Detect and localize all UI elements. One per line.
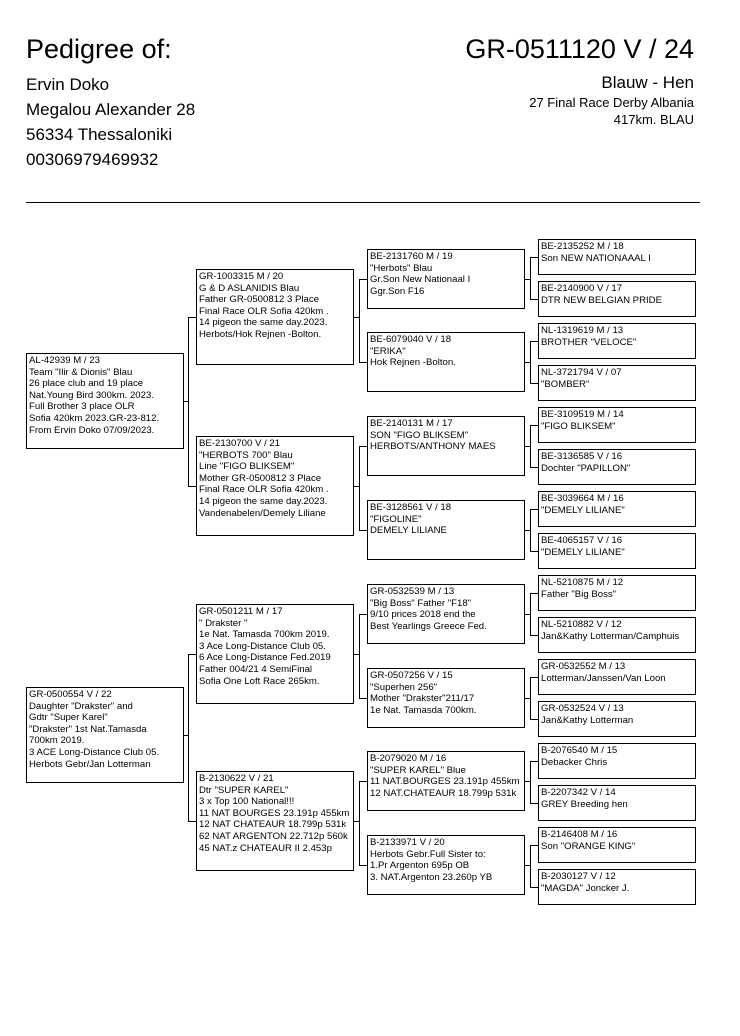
gen2-pigeon-card [196, 771, 354, 871]
gen1-pigeon-card [26, 687, 184, 783]
gen2-pigeon-card [196, 269, 354, 365]
gen4-pigeon-card [538, 533, 696, 569]
info-line: "FIGOLINE" [370, 513, 422, 525]
info-line: 12 NAT CHATEAUR 18.799p 531k [199, 819, 347, 831]
connector-line [188, 654, 196, 655]
ring-line: GR-0507256 V / 15 [370, 670, 453, 681]
connector-line [530, 341, 531, 383]
owner-street: Megalou Alexander 28 [26, 100, 196, 119]
info-line: Daughter "Drakster" and [29, 700, 133, 712]
info-line: 26 place club and 19 place [29, 378, 144, 390]
connector-line [530, 383, 538, 384]
info-line: 11 NAT.BOURGES 23.191p 455km [370, 776, 520, 788]
ring-line: BE-2140900 V / 17 [541, 283, 623, 294]
connector-line [530, 845, 538, 846]
info-line: "DEMELY LILIANE" [541, 546, 625, 558]
ring-line: NL-3721794 V / 07 [541, 367, 622, 378]
info-line: Son "ORANGE KING" [541, 840, 636, 852]
connector-line [530, 719, 538, 720]
connector-line [530, 299, 538, 300]
connector-line [188, 486, 196, 487]
ring-line: B-2207342 V / 14 [541, 787, 616, 798]
info-line: BROTHER "VELOCE" [541, 336, 637, 348]
ring-line: BE-6079040 V / 18 [370, 334, 452, 345]
pigeon-info [529, 72, 694, 128]
connector-line [359, 530, 367, 531]
header-divider [26, 202, 700, 203]
gen3-pigeon-card [367, 668, 525, 728]
ring-line: GR-0500554 V / 22 [29, 689, 112, 700]
info-line: Ggr.Son F16 [370, 285, 425, 297]
info-line: 14 pigeon the same day.2023. [199, 495, 328, 507]
info-line: Lotterman/Janssen/Van Loon [541, 672, 666, 684]
ring-line: B-2130622 V / 21 [199, 773, 274, 784]
remark-2: 417km. BLAU [613, 112, 694, 127]
ring-line: NL-1319619 M / 13 [541, 325, 624, 336]
ring-line: BE-3128561 V / 18 [370, 502, 452, 513]
connector-line [359, 446, 360, 530]
info-line: 12 NAT.CHATEAUR 18.799p 531k [370, 787, 517, 799]
gen4-pigeon-card [538, 743, 696, 779]
info-line: DEMELY LILIANE [370, 525, 447, 537]
info-line: 3 Ace Long-Distance Club 05. [199, 640, 326, 652]
info-line: "Drakster" 1st Nat.Tamasda [29, 723, 147, 735]
connector-line [530, 341, 538, 342]
info-line: Debacker Chris [541, 756, 608, 768]
info-line: 45 NAT.z CHATEAUR II 2.453p [199, 842, 332, 854]
ring-line: BE-3039664 M / 16 [541, 493, 624, 504]
info-line: Full Brother 3 place OLR [29, 401, 135, 413]
connector-line [188, 317, 196, 318]
gen3-pigeon-card [367, 751, 525, 811]
info-line: "FIGO BLIKSEM" [541, 420, 616, 432]
ring-line: B-2076540 M / 15 [541, 745, 618, 756]
connector-line [188, 317, 189, 486]
ring-line: AL-42939 M / 23 [29, 355, 100, 366]
gen4-pigeon-card [538, 491, 696, 527]
connector-line [359, 446, 367, 447]
info-line: Sofia One Loft Race 265km. [199, 675, 320, 687]
connector-line [530, 425, 531, 467]
info-line: Line "FIGO BLIKSEM" [199, 461, 295, 473]
info-line: "HERBOTS 700" Blau [199, 449, 293, 461]
info-line: "Big Boss" Father "F18" [370, 597, 472, 609]
gen4-pigeon-card [538, 365, 696, 401]
gen4-pigeon-card [538, 239, 696, 275]
connector-line [530, 257, 531, 299]
connector-line [530, 677, 531, 719]
connector-line [530, 257, 538, 258]
gen4-pigeon-card [538, 281, 696, 317]
info-line: 1e Nat. Tamasda 700km 2019. [199, 629, 330, 641]
info-line: Hok Rejnen -Bolton. [370, 357, 456, 369]
owner-city: 56334 Thessaloniki [26, 125, 173, 144]
connector-line [359, 865, 367, 866]
info-line: 1e Nat. Tamasda 700km. [370, 704, 477, 716]
info-line: "DEMELY LILIANE" [541, 504, 625, 516]
gen4-pigeon-card [538, 617, 696, 653]
ring-line: BE-2135252 M / 18 [541, 241, 624, 252]
info-line: Best Yearlings Greece Fed. [370, 620, 487, 632]
info-line: Father 004/21 4 SemiFinal [199, 663, 313, 675]
ring-line: BE-3109519 M / 14 [541, 409, 624, 420]
info-line: Jan&Kathy Lotterman [541, 714, 634, 726]
ring-line: GR-1003315 M / 20 [199, 271, 284, 282]
info-line: 3. NAT.Argenton 23.260p YB [370, 871, 493, 883]
owner-info [26, 72, 195, 172]
connector-line [188, 654, 189, 821]
remark-1: 27 Final Race Derby Albania [529, 95, 694, 110]
info-line: Nat.Young Bird 300km. 2023. [29, 389, 154, 401]
ring-line: GR-0532524 V / 13 [541, 703, 624, 714]
connector-line [530, 803, 538, 804]
ring-line: BE-2131760 M / 19 [370, 251, 453, 262]
gen1-pigeon-card [26, 353, 184, 449]
gen3-pigeon-card [367, 416, 525, 476]
info-line: Mother GR-0500812 3 Place [199, 472, 322, 484]
ring-line: GR-0532539 M / 13 [370, 586, 455, 597]
info-line: "Superhen 256" [370, 681, 438, 693]
connector-line [359, 279, 367, 280]
gen4-pigeon-card [538, 701, 696, 737]
info-line: Son NEW NATIONAAAL I [541, 252, 651, 264]
info-line: GREY Breeding hen [541, 798, 628, 810]
gen3-pigeon-card [367, 332, 525, 392]
info-line: Dtr "SUPER KAREL" [199, 784, 289, 796]
gen2-pigeon-card [196, 604, 354, 704]
gen4-pigeon-card [538, 869, 696, 905]
connector-line [530, 761, 538, 762]
connector-line [359, 614, 360, 698]
connector-line [530, 509, 531, 551]
connector-line [530, 509, 538, 510]
connector-line [530, 593, 531, 635]
gen4-pigeon-card [538, 827, 696, 863]
info-line: 1.Pr Argenton 695p OB [370, 860, 470, 872]
gen3-pigeon-card [367, 835, 525, 895]
info-line: "Herbots" Blau [370, 262, 433, 274]
ring-number: GR-0511120 V / 24 [465, 34, 694, 64]
info-line: HERBOTS/ANTHONY MAES [370, 441, 496, 453]
ring-line: BE-3136585 V / 16 [541, 451, 623, 462]
info-line: Dochter "PAPILLON" [541, 462, 631, 474]
connector-line [359, 781, 360, 865]
gen2-pigeon-card [196, 436, 354, 536]
info-line: Father GR-0500812 3 Place [199, 294, 319, 306]
info-line: G & D ASLANIDIS Blau [199, 282, 300, 294]
info-line: 62 NAT ARGENTON 22.712p 560k [199, 830, 348, 842]
info-line: Final Race OLR Sofia 420km . [199, 484, 329, 496]
color-sex: Blauw - Hen [601, 73, 694, 92]
gen4-pigeon-card [538, 407, 696, 443]
connector-line [530, 425, 538, 426]
info-line: 11 NAT BOURGES 23.191p 455km [199, 807, 350, 819]
info-line: 700km 2019. [29, 735, 85, 747]
info-line: 3 ACE Long-Distance Club 05. [29, 746, 160, 758]
connector-line [359, 614, 367, 615]
info-line: Gdtr "Super Karel" [29, 712, 108, 724]
connector-line [530, 467, 538, 468]
info-line: Herbots Gebr/Jan Lotterman [29, 758, 151, 770]
info-line: 14 pigeon the same day.2023. [199, 317, 328, 329]
info-line: "SUPER KAREL" Blue [370, 764, 466, 776]
info-line: Final Race OLR Sofia 420km . [199, 305, 329, 317]
gen4-pigeon-card [538, 659, 696, 695]
connector-line [359, 279, 360, 362]
gen4-pigeon-card [538, 785, 696, 821]
info-line: Gr.Son New Nationaal I [370, 274, 471, 286]
info-line: Sofia 420km 2023.GR-23-812. [29, 412, 160, 424]
info-line: From Ervin Doko 07/09/2023. [29, 424, 155, 436]
info-line: "MAGDA" Joncker J. [541, 882, 630, 894]
ring-line: B-2030127 V / 12 [541, 871, 616, 882]
connector-line [359, 781, 367, 782]
gen4-pigeon-card [538, 323, 696, 359]
ring-line: B-2146408 M / 16 [541, 829, 618, 840]
gen3-pigeon-card [367, 500, 525, 560]
ring-line: BE-4065157 V / 16 [541, 535, 623, 546]
owner-name: Ervin Doko [26, 75, 110, 94]
ring-line: BE-2130700 V / 21 [199, 438, 281, 449]
connector-line [359, 362, 367, 363]
info-line: Team "Ilir & Dionis" Blau [29, 366, 133, 378]
info-line: " Drakster " [199, 617, 248, 629]
gen4-pigeon-card [538, 449, 696, 485]
info-line: Herbots/Hok Rejnen -Bolton. [199, 328, 322, 340]
ring-line: GR-0532552 M / 13 [541, 661, 626, 672]
connector-line [530, 635, 538, 636]
connector-line [188, 821, 196, 822]
owner-phone: 00306979469932 [26, 150, 159, 169]
info-line: SON "FIGO BLIKSEM" [370, 429, 468, 441]
connector-line [530, 593, 538, 594]
gen3-pigeon-card [367, 249, 525, 309]
info-line: Vandenabelen/Demely Liliane [199, 507, 326, 519]
info-line: 3 x Top 100 National!!! [199, 796, 295, 808]
ring-line: BE-2140131 M / 17 [370, 418, 453, 429]
ring-line: B-2133971 V / 20 [370, 837, 445, 848]
ring-line: NL-5210875 M / 12 [541, 577, 624, 588]
info-line: 9/10 prices 2018 end the [370, 609, 476, 621]
gen4-pigeon-card [538, 575, 696, 611]
info-line: 6 Ace Long-Distance Fed.2019 [199, 652, 331, 664]
info-line: Mother "Drakster"211/17 [370, 693, 475, 705]
connector-line [530, 677, 538, 678]
info-line: Herbots Gebr.Full Sister to: [370, 848, 486, 860]
info-line: "BOMBER" [541, 378, 590, 390]
page-title: Pedigree of: [26, 34, 172, 64]
connector-line [530, 887, 538, 888]
connector-line [530, 845, 531, 887]
connector-line [530, 551, 538, 552]
info-line: DTR NEW BELGIAN PRIDE [541, 294, 663, 306]
info-line: Father "Big Boss" [541, 588, 617, 600]
ring-line: NL-5210882 V / 12 [541, 619, 622, 630]
ring-line: GR-0501211 M / 17 [199, 606, 283, 617]
info-line: "ERIKA" [370, 345, 406, 357]
ring-line: B-2079020 M / 16 [370, 753, 447, 764]
gen3-pigeon-card [367, 584, 525, 644]
info-line: Jan&Kathy Lotterman/Camphuis [541, 630, 680, 642]
connector-line [359, 698, 367, 699]
connector-line [530, 761, 531, 803]
